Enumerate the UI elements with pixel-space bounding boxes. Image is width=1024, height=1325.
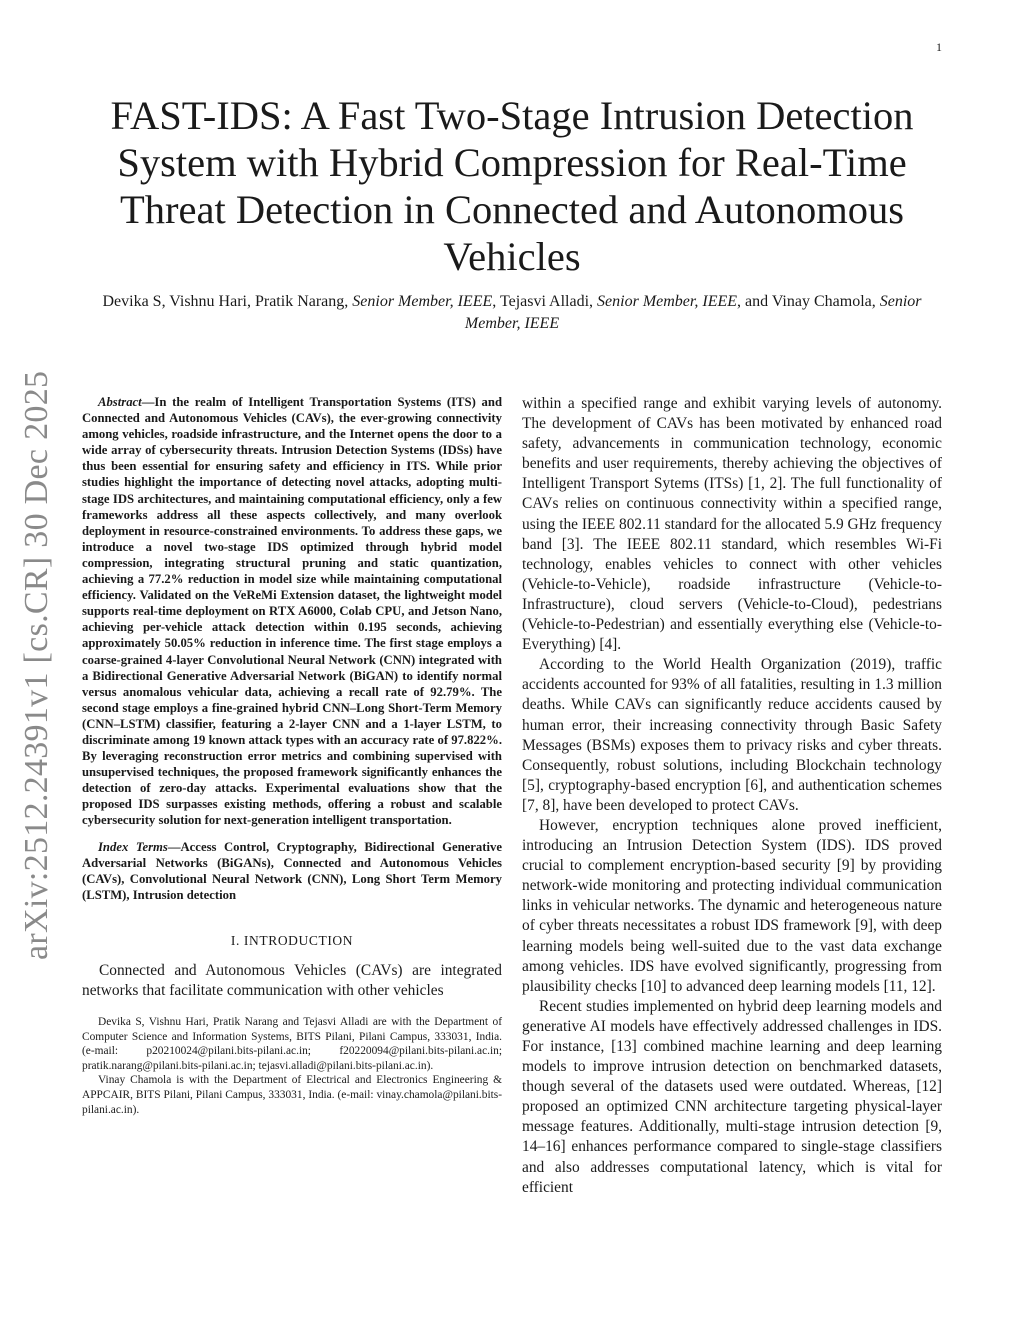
intro-paragraph-who-statistics: According to the World Health Organization (2019), traffic accidents accounted for 93% of all fatalities, resulting in 1.3 million deaths. While CAVs can significantly reduce accidents caused by human error, their increasing connectivity through Basic Safety Messages (BSMs) exposes them to privacy risks and cyber threats. Consequently, robust solutions, including Blockchain technology [5], cryptography-based encryption [6], and authentication schemes [7, 8], have been developed to protect CAVs. — [522, 656, 942, 814]
authors-part-2: , Tejasvi Alladi, — [492, 293, 598, 310]
index-terms-label: Index Terms — [98, 839, 168, 854]
footnote-affiliation-2: Vinay Chamola is with the Department of Electrical and Electronics Engineering & APPCAIR, BITS Pilani, Pilani Campus, 333031, India. (e-mail: vinay.chamola@pilani.bits-pilani.ac.in). — [82, 1074, 502, 1116]
abstract — [82, 394, 502, 829]
author-membership-1: Senior Member, IEEE — [352, 293, 493, 310]
author-list — [80, 291, 944, 335]
page-number: 1 — [936, 40, 942, 54]
author-membership-3: Senior Member, IEEE — [464, 293, 922, 332]
index-terms-text: —Access Control, Cryptography, Bidirectional Generative Adversarial Networks (BiGANs), Connected and Autonomous Vehicles (CAVs), Convolutional Neural Network (CNN), Long Short Term Memory (LSTM), Intrusion detection — [82, 839, 503, 902]
authors-part-1: Devika S, Vishnu Hari, Pratik Narang, — [102, 293, 353, 310]
abstract-text: —In the realm of Intelligent Transportation Systems (ITS) and Connected and Autonomous Vehicles (CAVs), the ever-growing connectivity among vehicles, roadside infrastructure, and the Internet opens the door to a wide array of cybersecurity threats. Intrusion Detection Systems (IDSs) have thus been essential for ensuring safety and efficiency in ITS. While prior studies highlight the importance of detecting novel attacks, adopting multi-stage IDS architectures, and maintaining computational efficiency, only a few frameworks address all these aspects collectively, and many overlook deployment in resource-constrained environments. To address these gaps, we introduce a novel two-stage IDS optimized through hybrid model compression, integrating structural pruning and static quantization, achieving a 77.2% reduction in model size while maintaining computational efficiency. Validated on the VeReMi Extension dataset, the lightweight model supports real-time deployment on RTX A6000, Colab CPU, and Jetson Nano, achieving per-vehicle attack detection within 0.195 seconds, achieving approximately 50.05% reduction in inference time. The first stage employs a coarse-grained 4-layer Convolutional Neural Network (CNN) integrated with a Bidirectional Generative Adversarial Network (BiGAN) to identify normal versus anomalous vehicular data, achieving a recall rate of 92.79%. The second stage employs a fine-grained hybrid CNN–Long Short-Term Memory (CNN–LSTM) classifier, featuring a 2-layer CNN and a 1-layer LSTM, to discriminate among 19 known attack types with an accuracy rate of 97.822%. By leveraging reconstruction error metrics and combining supervised with unsupervised techniques, the proposed framework significantly enhances the detection of zero-day attacks. Experimental evaluations show that the proposed IDS surpasses existing methods, offering a robust and scalable cybersecurity solution for next-generation intelligent transportation. — [82, 395, 502, 828]
right-column — [522, 394, 942, 1198]
footnote-affiliation-1: Devika S, Vishnu Hari, Pratik Narang and Tejasvi Alladi are with the Department of Computer Science and Information Systems, BITS Pilani, Pilani Campus, 333031, India. (e-mail: p20210024@pilani.bits-pilani.ac.in; f20220094@pilani.bits-pilani.ac.in; pratik.narang@pilani.bits-pilani.ac.in; tejasvi.alladi@pilani.bits-pilani.ac.in). — [82, 1016, 502, 1072]
index-terms — [82, 839, 502, 903]
authors-part-3: , and Vinay Chamola, — [737, 293, 880, 310]
intro-paragraph-continued: within a specified range and exhibit varying levels of autonomy. The development of CAVs has been motivated by enhanced road safety, advancements in communication technology, economic benefits and user requirements, thereby achieving the objectives of Intelligent Transport Sytems (ITSs) [1, 2]. The full functionality of CAVs relies on continuous connectivity within a specified range, using the IEEE 802.11 standard for the allocated 5.9 GHz frequency band [3]. The IEEE 802.11 standard, which resembles Wi-Fi technology, enables vehicles to connect with other vehicles (Vehicle-to-Vehicle), roadside infrastructure (Vehicle-to-Infrastructure), cloud servers (Vehicle-to-Cloud), pedestrians (Vehicle-to-Pedestrian) and essentially everything else (Vehicle-to-Everything) [4]. — [522, 395, 942, 654]
intro-paragraph-recent-studies: Recent studies implemented on hybrid deep learning models and generative AI models have effectively addressed challenges in IDS. For instance, [13] combined machine learning and deep learning models to improve intrusion detection on benchmarked datasets, though several of the datasets used were outdated. Whereas, [12] proposed an optimized CNN architecture targeting physical-layer message features. Additionally, multi-stage intrusion detection [9, 14–16] enhances performance compared to single-stage classifiers and also addresses computational latency, which is vital for efficient — [522, 997, 942, 1196]
section-heading-introduction: I. INTRODUCTION — [230, 932, 354, 948]
abstract-label: Abstract — [98, 395, 142, 409]
arxiv-identifier-stamp: arXiv:2512.24391v1 [cs.CR] 30 Dec 2025 — [18, 370, 55, 960]
footnotes — [82, 1015, 502, 1117]
author-membership-2: Senior Member, IEEE — [597, 293, 738, 310]
left-column — [82, 394, 502, 1117]
paper-title: FAST-IDS: A Fast Two-Stage Intrusion Detection System with Hybrid Compression for Real-Time Threat Detection in Connected and Autonomous Vehicles — [110, 93, 914, 279]
intro-paragraph-ids: However, encryption techniques alone proved inefficient, introducing an Intrusion Detection System (IDS). IDS proved crucial to complement encryption-based security [9] by providing network-wide monitoring and protecting individual communication links in vehicular networks. The dynamic and heterogeneous nature of cyber threats necessitates a robust IDS framework [9], with deep learning models being well-suited due to the vast data exchange among vehicles. IDS have evolved significantly, progressing from plausibility checks [10] to advanced deep learning models [11, 12]. — [522, 816, 942, 995]
intro-paragraph-1: Connected and Autonomous Vehicles (CAVs) are integrated networks that facilitate communication with other vehicles — [82, 961, 502, 999]
